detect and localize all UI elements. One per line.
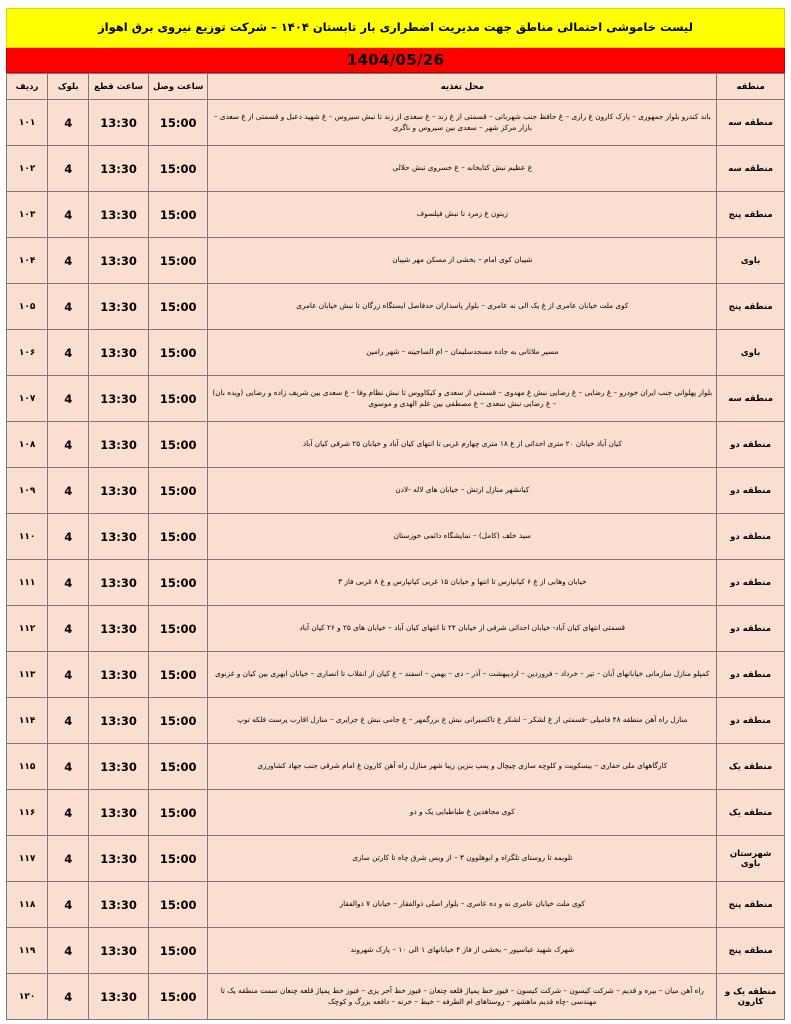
cell-row-number: ۱۱۶ — [7, 790, 48, 836]
cell-block: 4 — [48, 330, 89, 376]
cell-cut-time: 13:30 — [89, 928, 149, 974]
cell-connect-time: 15:00 — [148, 560, 208, 606]
cell-connect-time: 15:00 — [148, 330, 208, 376]
cell-region: منطقه پنج — [717, 882, 785, 928]
cell-feed-location: سید خلف (کامل) – نمایشگاه دائمی خوزستان — [208, 514, 717, 560]
table-row — [7, 238, 785, 284]
schedule-date: 1404/05/26 — [346, 50, 445, 69]
cell-feed-location: مسیر ملاثانی به جاده مسجدسلیمان – ام الساجینه – شهر رامین — [208, 330, 717, 376]
cell-connect-time: 15:00 — [148, 836, 208, 882]
cell-row-number: ۱۱۳ — [7, 652, 48, 698]
cell-row-number: ۱۱۸ — [7, 882, 48, 928]
cell-region: منطقه دو — [717, 514, 785, 560]
cell-connect-time: 15:00 — [148, 238, 208, 284]
cell-cut-time: 13:30 — [89, 974, 149, 1020]
cell-block: 4 — [48, 238, 89, 284]
cell-block: 4 — [48, 192, 89, 238]
cell-region: منطقه سه — [717, 146, 785, 192]
cell-block: 4 — [48, 100, 89, 146]
table-row — [7, 744, 785, 790]
table-row — [7, 974, 785, 1020]
table-row — [7, 284, 785, 330]
cell-block: 4 — [48, 744, 89, 790]
table-row — [7, 882, 785, 928]
cell-region: منطقه دو — [717, 652, 785, 698]
column-header-row-number: ردیف — [7, 74, 48, 100]
column-header-cut-time: ساعت قطع — [89, 74, 149, 100]
cell-connect-time: 15:00 — [148, 698, 208, 744]
cell-region: منطقه دو — [717, 468, 785, 514]
cell-cut-time: 13:30 — [89, 698, 149, 744]
cell-row-number: ۱۰۴ — [7, 238, 48, 284]
cell-connect-time: 15:00 — [148, 376, 208, 422]
table-row — [7, 100, 785, 146]
cell-connect-time: 15:00 — [148, 422, 208, 468]
cell-block: 4 — [48, 882, 89, 928]
cell-row-number: ۱۰۶ — [7, 330, 48, 376]
cell-connect-time: 15:00 — [148, 652, 208, 698]
table-row — [7, 790, 785, 836]
cell-region: منطقه پنج — [717, 284, 785, 330]
cell-feed-location: تلوبمه تا روستای تلگزاه و ابوهلوون ۳ – از ویس شرق چاه تا کارتن سازی — [208, 836, 717, 882]
column-header-feed-location: محل تغذیه — [208, 74, 717, 100]
cell-block: 4 — [48, 698, 89, 744]
cell-cut-time: 13:30 — [89, 100, 149, 146]
cell-region: منطقه یک — [717, 790, 785, 836]
cell-connect-time: 15:00 — [148, 284, 208, 330]
cell-block: 4 — [48, 146, 89, 192]
cell-feed-location: کیانشهر منازل ارتش – خیابان های لاله -لادن — [208, 468, 717, 514]
table-row — [7, 836, 785, 882]
cell-feed-location: بلوار پهلوانی جنب ایران خودرو – غ رضایی – غ رضایی نبش غ مهدوی – قسمتی از سعدی و کیکاووس تا نبش نظام وفا – غ سعدی بین شریف زاده و رضایی (ویده بان) – غ رضایی نبش سعدی – غ مصطفی بین علم الهدی و موسوی — [208, 376, 717, 422]
table-header — [7, 74, 785, 100]
table-row — [7, 606, 785, 652]
cell-row-number: ۱۱۷ — [7, 836, 48, 882]
cell-block: 4 — [48, 422, 89, 468]
cell-cut-time: 13:30 — [89, 192, 149, 238]
cell-feed-location: قسمتی انتهای کیان آباد- خیابان احداثی شرقی از خیابان ۲۴ تا انتهای کیان آباد – خیابان های ۲۵ و ۲۶ کیان آباد — [208, 606, 717, 652]
cell-cut-time: 13:30 — [89, 284, 149, 330]
cell-feed-location: کوی مجاهدین غ طباطبایی یک و دو — [208, 790, 717, 836]
cell-feed-location: باند کندرو بلوار جمهوری – پارک کارون غ رازی – غ حافظ جنب شهربانی – قسمتی از غ زند – غ سعدی از زند تا نبش سیروس – غ شهید دعبل و قسمتی از غ سعدی – بازار مرکز شهر – سعدی بین سیروس و ناگری — [208, 100, 717, 146]
cell-block: 4 — [48, 514, 89, 560]
cell-connect-time: 15:00 — [148, 974, 208, 1020]
cell-connect-time: 15:00 — [148, 790, 208, 836]
table-row — [7, 698, 785, 744]
cell-block: 4 — [48, 468, 89, 514]
cell-connect-time: 15:00 — [148, 146, 208, 192]
cell-feed-location: راه آهن میان – بپره و قدیم – شرکت کیسون – شرکت کیسون – فیوز خط پمپاژ قلعه چنعان – فیوز خط آجر پزی – فیوز خط پمپاژ قلعه چنعان سمت منطقه یک تا مهندسی -چاه قدیم ماهشهر – روستاهای ام الطرفه – خیط – خرنه – دافعه بزرگ و کوچک — [208, 974, 717, 1020]
cell-cut-time: 13:30 — [89, 238, 149, 284]
date-banner — [6, 48, 785, 73]
cell-row-number: ۱۰۳ — [7, 192, 48, 238]
cell-row-number: ۱۲۰ — [7, 974, 48, 1020]
cell-block: 4 — [48, 606, 89, 652]
cell-row-number: ۱۰۲ — [7, 146, 48, 192]
cell-feed-location: کیان آباد خیابان ۲۰ متری احداثی از غ ۱۸ متری چهارم غربی تا انتهای کیان آباد و خیابان ۲۵ شرقی کیان آباد — [208, 422, 717, 468]
cell-row-number: ۱۱۲ — [7, 606, 48, 652]
cell-connect-time: 15:00 — [148, 468, 208, 514]
column-header-region: منطقه — [717, 74, 785, 100]
table-row — [7, 560, 785, 606]
table-row — [7, 928, 785, 974]
cell-row-number: ۱۱۴ — [7, 698, 48, 744]
cell-cut-time: 13:30 — [89, 468, 149, 514]
table-header-row — [7, 74, 785, 100]
cell-region: باوی — [717, 238, 785, 284]
cell-row-number: ۱۰۹ — [7, 468, 48, 514]
cell-connect-time: 15:00 — [148, 928, 208, 974]
page-title: لیست خاموشی احتمالی مناطق جهت مدیریت اضطراری بار تابستان ۱۴۰۴ – شرکت توزیع نیروی برق اهواز — [98, 20, 693, 35]
cell-cut-time: 13:30 — [89, 330, 149, 376]
cell-feed-location: شهرک شهید عباسپور – بخشی از فاز ۴ خیابانهای ۱ الی ۱۰ – پارک شهروند — [208, 928, 717, 974]
cell-cut-time: 13:30 — [89, 376, 149, 422]
cell-feed-location: غ عظیم نبش کتابخانه – غ خسروی نبش حلالی — [208, 146, 717, 192]
cell-connect-time: 15:00 — [148, 192, 208, 238]
cell-block: 4 — [48, 376, 89, 422]
cell-region: منطقه سه — [717, 100, 785, 146]
cell-cut-time: 13:30 — [89, 744, 149, 790]
cell-connect-time: 15:00 — [148, 514, 208, 560]
cell-feed-location: شیبان کوی امام – بخشی از مسکن مهر شیبان — [208, 238, 717, 284]
cell-block: 4 — [48, 836, 89, 882]
cell-block: 4 — [48, 652, 89, 698]
table-row — [7, 514, 785, 560]
table-row — [7, 652, 785, 698]
title-banner — [6, 8, 785, 48]
cell-connect-time: 15:00 — [148, 100, 208, 146]
cell-feed-location: کارگاههای ملی حفاری – بیسکویت و کلوچه سازی چیچال و پمپ بنزین زیبا شهر منازل راه آهن کارون غ امام شرقی جنب جهاد کشاورزی — [208, 744, 717, 790]
cell-row-number: ۱۰۸ — [7, 422, 48, 468]
table-row — [7, 192, 785, 238]
cell-feed-location: منازل راه آهن منطقه ۴۸ فامیلی -قسمتی از غ لشکر – لشکر غ تاکسیرانی نبش غ بزرگمهر – غ جامی نبش غ جزایری – منازل اقارب پرست فلکه توپ — [208, 698, 717, 744]
table-row — [7, 330, 785, 376]
cell-connect-time: 15:00 — [148, 882, 208, 928]
table-row — [7, 146, 785, 192]
cell-row-number: ۱۱۵ — [7, 744, 48, 790]
cell-region: منطقه دو — [717, 560, 785, 606]
cell-region: منطقه سه — [717, 376, 785, 422]
cell-cut-time: 13:30 — [89, 422, 149, 468]
cell-region: منطقه پنج — [717, 928, 785, 974]
cell-connect-time: 15:00 — [148, 744, 208, 790]
cell-cut-time: 13:30 — [89, 790, 149, 836]
cell-region: منطقه دو — [717, 606, 785, 652]
column-header-connect-time: ساعت وصل — [148, 74, 208, 100]
cell-feed-location: زیتون غ زمرد تا نبش فیلسوف — [208, 192, 717, 238]
cell-row-number: ۱۰۷ — [7, 376, 48, 422]
table-row — [7, 376, 785, 422]
cell-feed-location: کوی ملت خیابان عامری نه و ده عامری – بلوار اصلی ذوالفقار – خیابان ۷ ذوالفقار — [208, 882, 717, 928]
cell-block: 4 — [48, 560, 89, 606]
cell-region: منطقه یک و کارون — [717, 974, 785, 1020]
cell-cut-time: 13:30 — [89, 514, 149, 560]
cell-region: شهرستان باوی — [717, 836, 785, 882]
cell-cut-time: 13:30 — [89, 606, 149, 652]
cell-cut-time: 13:30 — [89, 146, 149, 192]
cell-feed-location: کمپلو منازل سازمانی خیابانهای آبان – تیر – خرداد – فروردین – اردیبهشت – آذر – دی – بهمن – اسفند – غ کیان از انقلاب تا انصاری – خیابان ابهری بین کیان و غزنوی — [208, 652, 717, 698]
outage-schedule-table — [6, 73, 785, 1020]
cell-cut-time: 13:30 — [89, 882, 149, 928]
cell-row-number: ۱۱۰ — [7, 514, 48, 560]
cell-feed-location: کوی ملت خیابان عامری از غ یک الی نه عامری – بلوار پاسداران حدفاصل ایستگاه زرگان تا نبش خیابان عامری — [208, 284, 717, 330]
table-row — [7, 422, 785, 468]
cell-cut-time: 13:30 — [89, 836, 149, 882]
cell-block: 4 — [48, 284, 89, 330]
cell-connect-time: 15:00 — [148, 606, 208, 652]
cell-feed-location: خیابان وهابی از غ ۶ کیانپارس تا انتها و خیابان ۱۵ غربی کیانپارس و غ ۸ غربی فاز ۳ — [208, 560, 717, 606]
cell-block: 4 — [48, 790, 89, 836]
cell-region: منطقه پنج — [717, 192, 785, 238]
cell-row-number: ۱۰۵ — [7, 284, 48, 330]
cell-region: باوی — [717, 330, 785, 376]
cell-region: منطقه دو — [717, 422, 785, 468]
cell-region: منطقه دو — [717, 698, 785, 744]
cell-row-number: ۱۰۱ — [7, 100, 48, 146]
cell-region: منطقه یک — [717, 744, 785, 790]
column-header-block: بلوک — [48, 74, 89, 100]
cell-cut-time: 13:30 — [89, 652, 149, 698]
cell-block: 4 — [48, 928, 89, 974]
table-row — [7, 468, 785, 514]
cell-block: 4 — [48, 974, 89, 1020]
cell-cut-time: 13:30 — [89, 560, 149, 606]
table-body — [7, 100, 785, 1020]
cell-row-number: ۱۱۹ — [7, 928, 48, 974]
cell-row-number: ۱۱۱ — [7, 560, 48, 606]
